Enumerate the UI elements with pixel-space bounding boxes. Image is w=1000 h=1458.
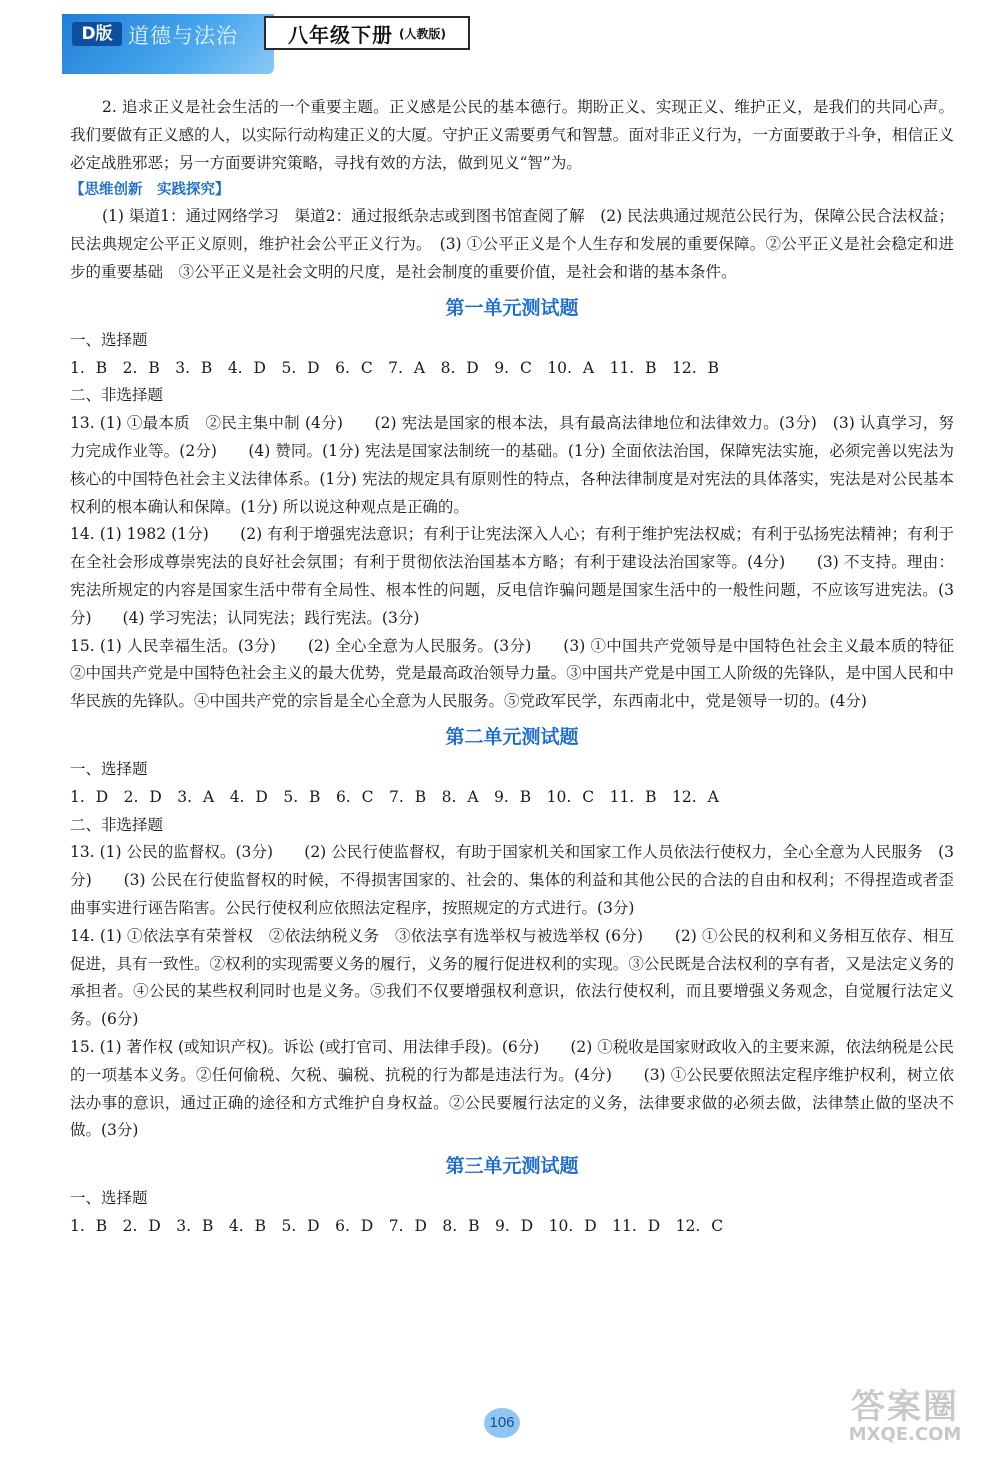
unit2-q13: 13. (1) 公民的监督权。(3分) (2) 公民行使监督权，有助于国家机关和国家工作人员依法行使权力，全心全意为人民服务 (3分) (3) 公民在行使监督权的时候，不得损害国家的、社会的、集体的利益和其他公民的合法的自由和权利；不得捏造或者歪曲事实进行诬告陷害。公民行使权利应依照法定程序，按照规定的方式进行。(3分) [70, 843, 954, 917]
unit1-non-mc-heading: 二、非选择题 [70, 386, 164, 405]
watermark-domain: MXQE.COM [848, 1424, 962, 1445]
grade-title: 八年级下册 [288, 22, 393, 47]
unit2-non-mc-heading: 二、非选择题 [70, 815, 164, 834]
unit3-mc-answers: 1. B 2. D 3. B 4. B 5. D 6. D 7. D 8. B 9. D 10. D 11. D 12. C [70, 1216, 724, 1235]
grade-box [264, 16, 470, 50]
innovation-answer: (1) 渠道1：通过网络学习 渠道2：通过报纸杂志或到图书馆查阅了解 (2) 民法典通过规范公民行为，保障公民合法权益；民法典规定公平正义原则，维护社会公平正义行为。 (3) ①公平正义是个人生存和发展的重要保障。②公平正义是社会稳定和进步的重要基础 ③公平正义是社会文明的尺度，是社会制度的重要价值，是社会和谐的基本条件。 [70, 207, 954, 281]
page-number: 106 [484, 1408, 520, 1438]
unit1-q15: 15. (1) 人民幸福生活。(3分) (2) 全心全意为人民服务。(3分) (3) ①中国共产党领导是中国特色社会主义最本质的特征 ②中国共产党是中国特色社会主义的最大优势，党是最高政治领导力量。③中国共产党是中国工人阶级的先锋队，是中国人民和中华民族的先锋队。④中国共产党的宗旨是全心全意为人民服务。⑤党政军民学，东西南北中，党是领导一切的。(4分) [70, 636, 970, 711]
subject-title: 道德与法治 [128, 24, 238, 48]
intro-paragraph-2: 2. 追求正义是社会生活的一个重要主题。正义感是公民的基本德行。期盼正义、实现正义、维护正义，是我们的共同心声。我们要做有正义感的人，以实际行动构建正义的大厦。守护正义需要勇气和智慧。面对非正义行为，一方面要敢于斗争，相信正义必定战胜邪恶；另一方面要讲究策略，寻找有效的方法，做到见义“智”为。 [70, 98, 954, 172]
unit2-mc-answers: 1. D 2. D 3. A 4. D 5. B 6. C 7. B 8. A 9. B 10. C 11. B 12. A [70, 787, 719, 806]
unit2-mc-heading: 一、选择题 [70, 759, 148, 778]
unit2-q15: 15. (1) 著作权 (或知识产权)。诉讼 (或打官司、用法律手段)。(6分) (2) ①税收是国家财政收入的主要来源，依法纳税是公民的一项基本义务。②任何偷税、欠税、骗税、抗税的行为都是违法行为。(4分) (3) ①公民要依照法定程序维护权利，树立依法办事的意识，通过正确的途径和方式维护自身权益。②公民要履行法定的义务，法律要求做的必须去做，法律禁止做的坚决不做。(3分) [70, 1037, 954, 1140]
unit1-q13: 13. (1) ①最本质 ②民主集中制 (4分) (2) 宪法是国家的根本法，具有最高法律地位和法律效力。(3分) (3) 认真学习，努力完成作业等。(2分) (4) 赞同。(1分) 宪法是国家法制统一的基础。(1分) 全面依法治国，保障宪法实施，必须完善以宪法为核心的中国特色社会主义法律体系。(1分) 宪法的规定具有原则性的特点，各种法律制度是对宪法的具体落实，宪法是对公民基本权利的根本确认和保障。(1分) 所以说这种观点是正确的。 [70, 414, 954, 516]
unit1-mc-heading: 一、选择题 [70, 330, 148, 349]
unit3-title: 第三单元测试题 [445, 1155, 579, 1178]
watermark-logo [820, 1387, 990, 1450]
unit2-q14: 14. (1) ①依法享有荣誉权 ②依法纳税义务 ③依法享有选举权与被选举权 (6分) (2) ①公民的权利和义务相互依存、相互促进，具有一致性。②权利的实现需要义务的履行，义务的履行促进权利的实现。③公民既是合法权利的享有者，又是法定义务的承担者。④公民的某些权利同时也是义务。⑤我们不仅要增强权利意识，依法行使权利，而且要增强义务观念，自觉履行法定义务。(6分) [70, 926, 954, 1029]
edition-badge: D版 [72, 22, 122, 46]
innovation-heading: 【思维创新 实践探究】 [70, 182, 230, 199]
unit3-mc-heading: 一、选择题 [70, 1189, 148, 1208]
answer-content [70, 94, 970, 1241]
watermark-chars: 答案圈 [851, 1387, 959, 1427]
unit1-mc-answers: 1. B 2. B 3. B 4. D 5. D 6. C 7. A 8. D 9. C 10. A 11. B 12. B [70, 358, 720, 377]
unit1-title: 第一单元测试题 [445, 296, 579, 319]
unit2-title: 第二单元测试题 [445, 725, 579, 748]
unit1-q14: 14. (1) 1982 (1分) (2) 有利于增强宪法意识；有利于让宪法深入人心；有利于维护宪法权威；有利于弘扬宪法精神；有利于在全社会形成尊崇宪法的良好社会氛围；有利于贯彻依法治国基本方略；有利于建设法治国家等。(4分) (3) 不支持。理由：宪法所规定的内容是国家生活中带有全局性、根本性的问题，反电信诈骗问题是国家生活中的一般性问题，不应该写进宪法。(3分) (4) 学习宪法；认同宪法；践行宪法。(3分) [70, 525, 954, 627]
edition-note: (人教版) [399, 26, 446, 41]
